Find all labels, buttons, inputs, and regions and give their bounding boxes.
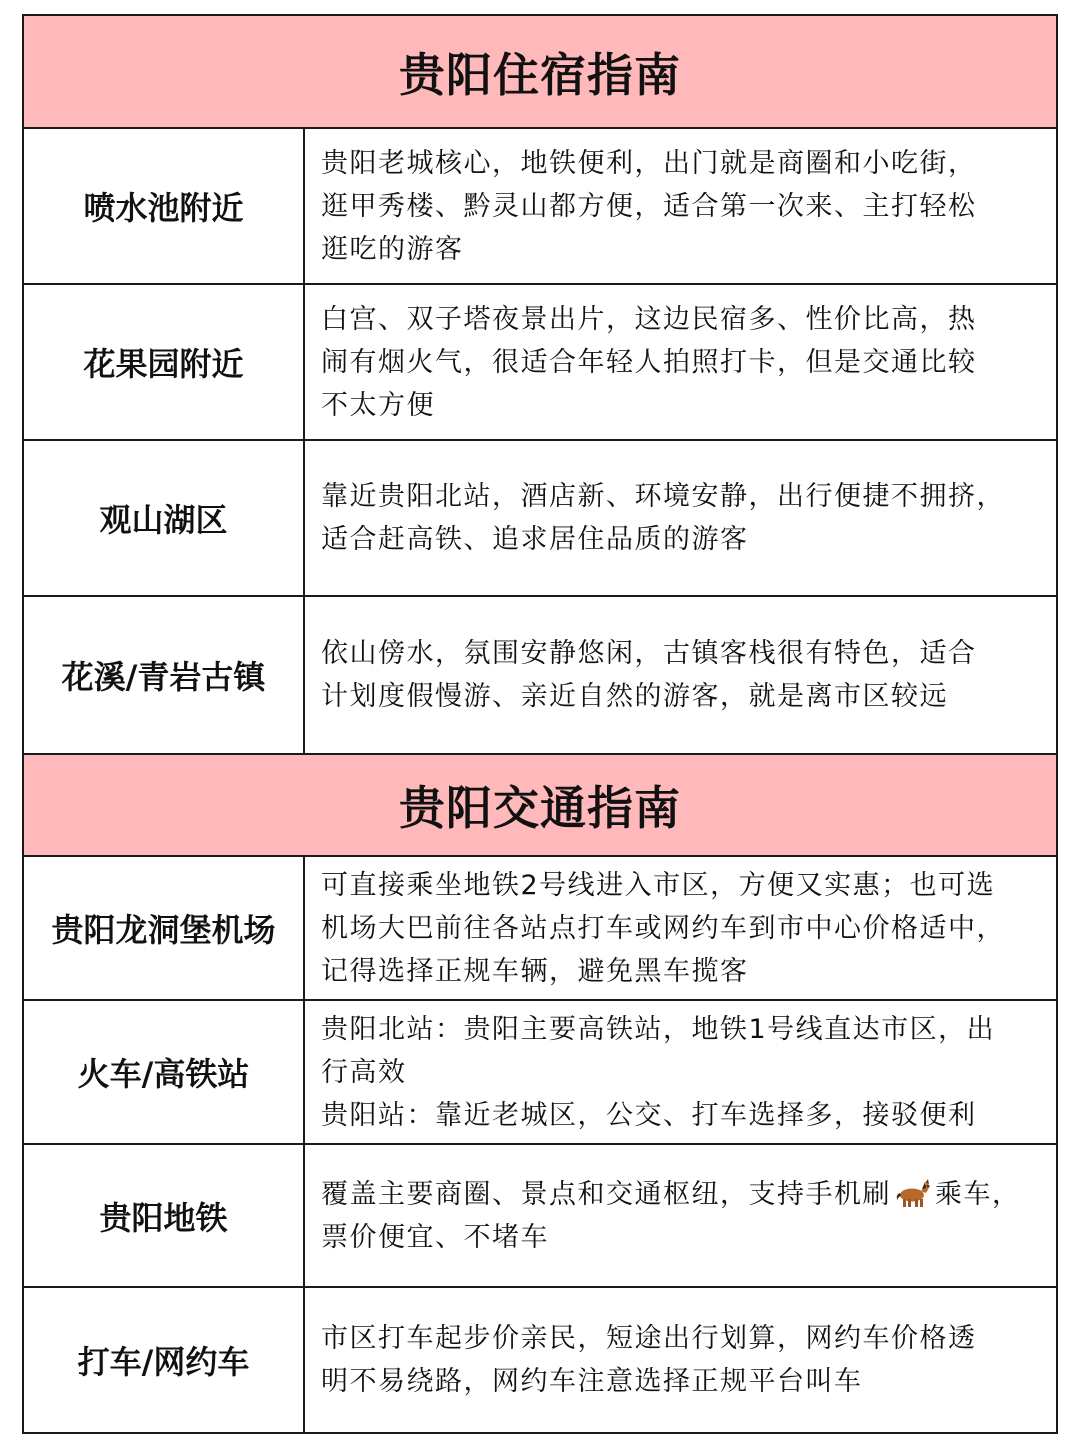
transport-title: 贵阳交通指南 xyxy=(399,781,681,835)
description-line: 可直接乘坐地铁2号线进入市区，方便又实惠；也可选 xyxy=(321,869,996,901)
row-label: 花溪/青岩古镇 xyxy=(61,658,266,696)
description-line: 靠近贵阳北站，酒店新、环境安静，出行便捷不拥挤， xyxy=(321,481,1005,512)
description-text: 覆盖主要商圈、景点和交通枢纽，支持手机刷 xyxy=(321,1178,891,1210)
table-row xyxy=(24,1145,1056,1288)
lodging-title: 贵阳住宿指南 xyxy=(399,47,681,102)
description-line: 逛吃的游客 xyxy=(321,233,464,265)
table-row xyxy=(24,857,1056,1001)
row-label: 花果园附近 xyxy=(83,345,244,383)
table-row xyxy=(24,597,1056,753)
description-line: 票价便宜、不堵车 xyxy=(321,1221,549,1253)
description-line: 贵阳老城核心，地铁便利，出门就是商圈和小吃街， xyxy=(321,147,977,179)
description-line: 依山傍水，氛围安静悠闲，古镇客栈很有特色，适合 xyxy=(321,638,977,669)
table-row xyxy=(24,441,1056,597)
transport-header xyxy=(24,753,1056,857)
row-description xyxy=(305,441,1056,595)
description-text: 乘车， xyxy=(935,1178,1021,1210)
row-description xyxy=(305,285,1056,439)
row-description xyxy=(305,1145,1056,1286)
guide-sheet xyxy=(22,14,1058,1434)
description-line: 贵阳北站：贵阳主要高铁站，地铁1号线直达市区，出 xyxy=(321,1013,996,1045)
table-row xyxy=(24,1001,1056,1145)
description-line: 记得选择正规车辆，避免黑车揽客 xyxy=(321,955,749,987)
description-line: 市区打车起步价亲民，短途出行划算，网约车价格透 xyxy=(321,1323,977,1354)
row-label-cell xyxy=(24,857,305,999)
row-label: 观山湖区 xyxy=(99,501,228,539)
row-description xyxy=(305,1001,1056,1143)
description-line: 不太方便 xyxy=(321,389,435,421)
description-line: 闹有烟火气，很适合年轻人拍照打卡，但是交通比较 xyxy=(321,346,977,378)
description-line: 机场大巴前往各站点打车或网约车到市中心价格适中， xyxy=(321,912,1005,944)
row-label: 贵阳地铁 xyxy=(99,1198,228,1237)
table-row xyxy=(24,129,1056,285)
description-line: 适合赶高铁、追求居住品质的游客 xyxy=(321,524,749,555)
row-description xyxy=(305,857,1056,999)
description-line: 行高效 xyxy=(321,1056,407,1088)
table-row xyxy=(24,285,1056,441)
description-line: 逛甲秀楼、黔灵山都方便，适合第一次来、主打轻松 xyxy=(321,190,977,222)
row-label-cell xyxy=(24,441,305,595)
row-label: 火车/高铁站 xyxy=(77,1055,250,1093)
description-line xyxy=(321,1173,1042,1216)
row-label: 贵阳龙洞堡机场 xyxy=(51,911,276,949)
row-description xyxy=(305,1288,1056,1432)
lodging-header xyxy=(24,16,1056,129)
row-label: 打车/网约车 xyxy=(77,1343,250,1381)
description-line: 白宫、双子塔夜景出片，这边民宿多、性价比高，热 xyxy=(321,303,977,335)
table-row xyxy=(24,1288,1056,1432)
description-line: 计划度假慢游、亲近自然的游客，就是离市区较远 xyxy=(321,681,948,712)
description-line: 贵阳站：靠近老城区，公交、打车选择多，接驳便利 xyxy=(321,1099,977,1131)
row-label-cell xyxy=(24,285,305,439)
row-description xyxy=(305,129,1056,283)
description-line: 明不易绕路，网约车注意选择正规平台叫车 xyxy=(321,1366,863,1397)
row-label-cell xyxy=(24,1001,305,1143)
row-label-cell xyxy=(24,1145,305,1286)
row-label: 喷水池附近 xyxy=(83,189,244,227)
row-label-cell xyxy=(24,129,305,283)
row-label-cell xyxy=(24,597,305,753)
row-label-cell xyxy=(24,1288,305,1432)
row-description xyxy=(305,597,1056,753)
horse-emoji-icon xyxy=(895,1178,931,1208)
